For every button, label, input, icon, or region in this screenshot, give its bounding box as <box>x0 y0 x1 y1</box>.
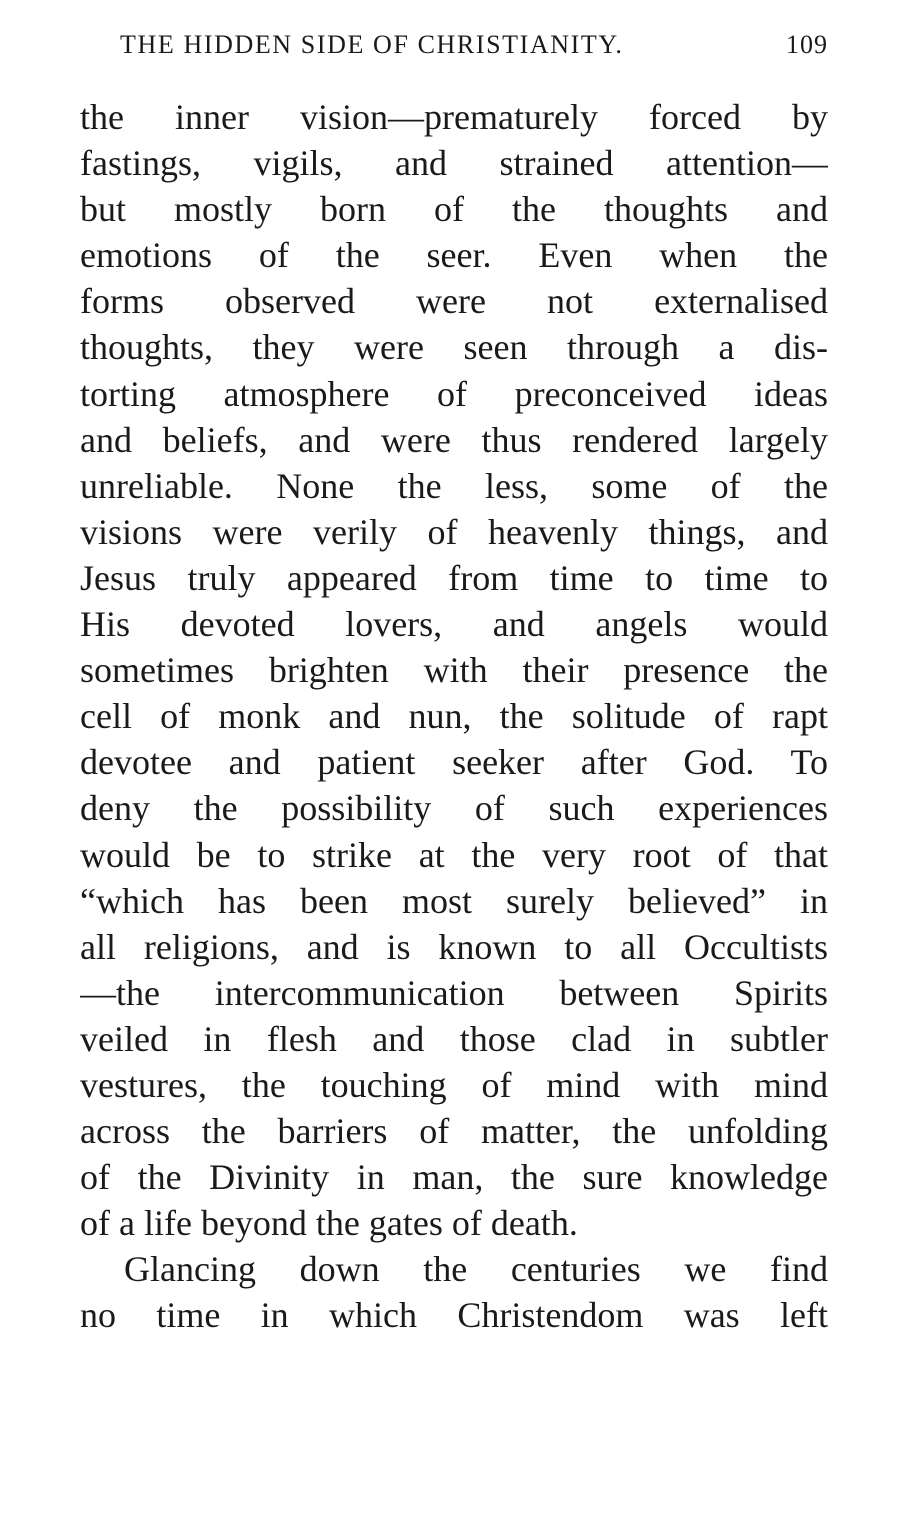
text-line: unreliable. None the less, some of the <box>80 465 828 506</box>
text-line: Jesus truly appeared from time to time to <box>80 557 828 598</box>
text-line: thoughts, they were seen through a dis- <box>80 327 828 368</box>
body-text <box>80 94 828 1339</box>
text-line: —the intercommunication between Spirits <box>80 972 828 1013</box>
text-line: visions were verily of heavenly things, and <box>80 511 828 552</box>
text-line: no time in which Christendom was left <box>80 1295 828 1336</box>
text-line: vestures, the touching of mind with mind <box>80 1064 828 1105</box>
text-line: across the barriers of matter, the unfolding <box>80 1111 828 1152</box>
running-title: THE HIDDEN SIDE OF CHRISTIANITY. <box>120 30 624 59</box>
text-line: forms observed were not externalised <box>80 281 828 322</box>
text-line: would be to strike at the very root of that <box>80 834 828 875</box>
page-number: 109 <box>786 30 828 59</box>
text-line: the inner vision—prematurely forced by <box>80 97 828 137</box>
text-line: and beliefs, and were thus rendered largely <box>80 419 828 460</box>
text-line: veiled in flesh and those clad in subtler <box>80 1018 828 1059</box>
running-head <box>120 30 828 64</box>
text-line: devotee and patient seeker after God. To <box>80 742 828 783</box>
text-line: all religions, and is known to all Occultists <box>80 926 828 967</box>
text-line: sometimes brighten with their presence the <box>80 650 828 691</box>
paragraph-first-line: Glancing down the centuries we find <box>124 1249 828 1290</box>
text-line: emotions of the seer. Even when the <box>80 235 828 276</box>
text-line: but mostly born of the thoughts and <box>80 189 828 230</box>
text-line: “which has been most surely believed” in <box>80 880 828 921</box>
text-line: fastings, vigils, and strained attention— <box>80 143 828 184</box>
text-line: torting atmosphere of preconceived ideas <box>80 373 828 414</box>
text-line: of the Divinity in man, the sure knowledge <box>80 1157 828 1198</box>
text-line: cell of monk and nun, the solitude of rapt <box>80 696 828 737</box>
text-line: deny the possibility of such experiences <box>80 788 828 829</box>
text-line: His devoted lovers, and angels would <box>80 604 828 645</box>
paragraph-last-line: of a life beyond the gates of death. <box>80 1203 578 1244</box>
